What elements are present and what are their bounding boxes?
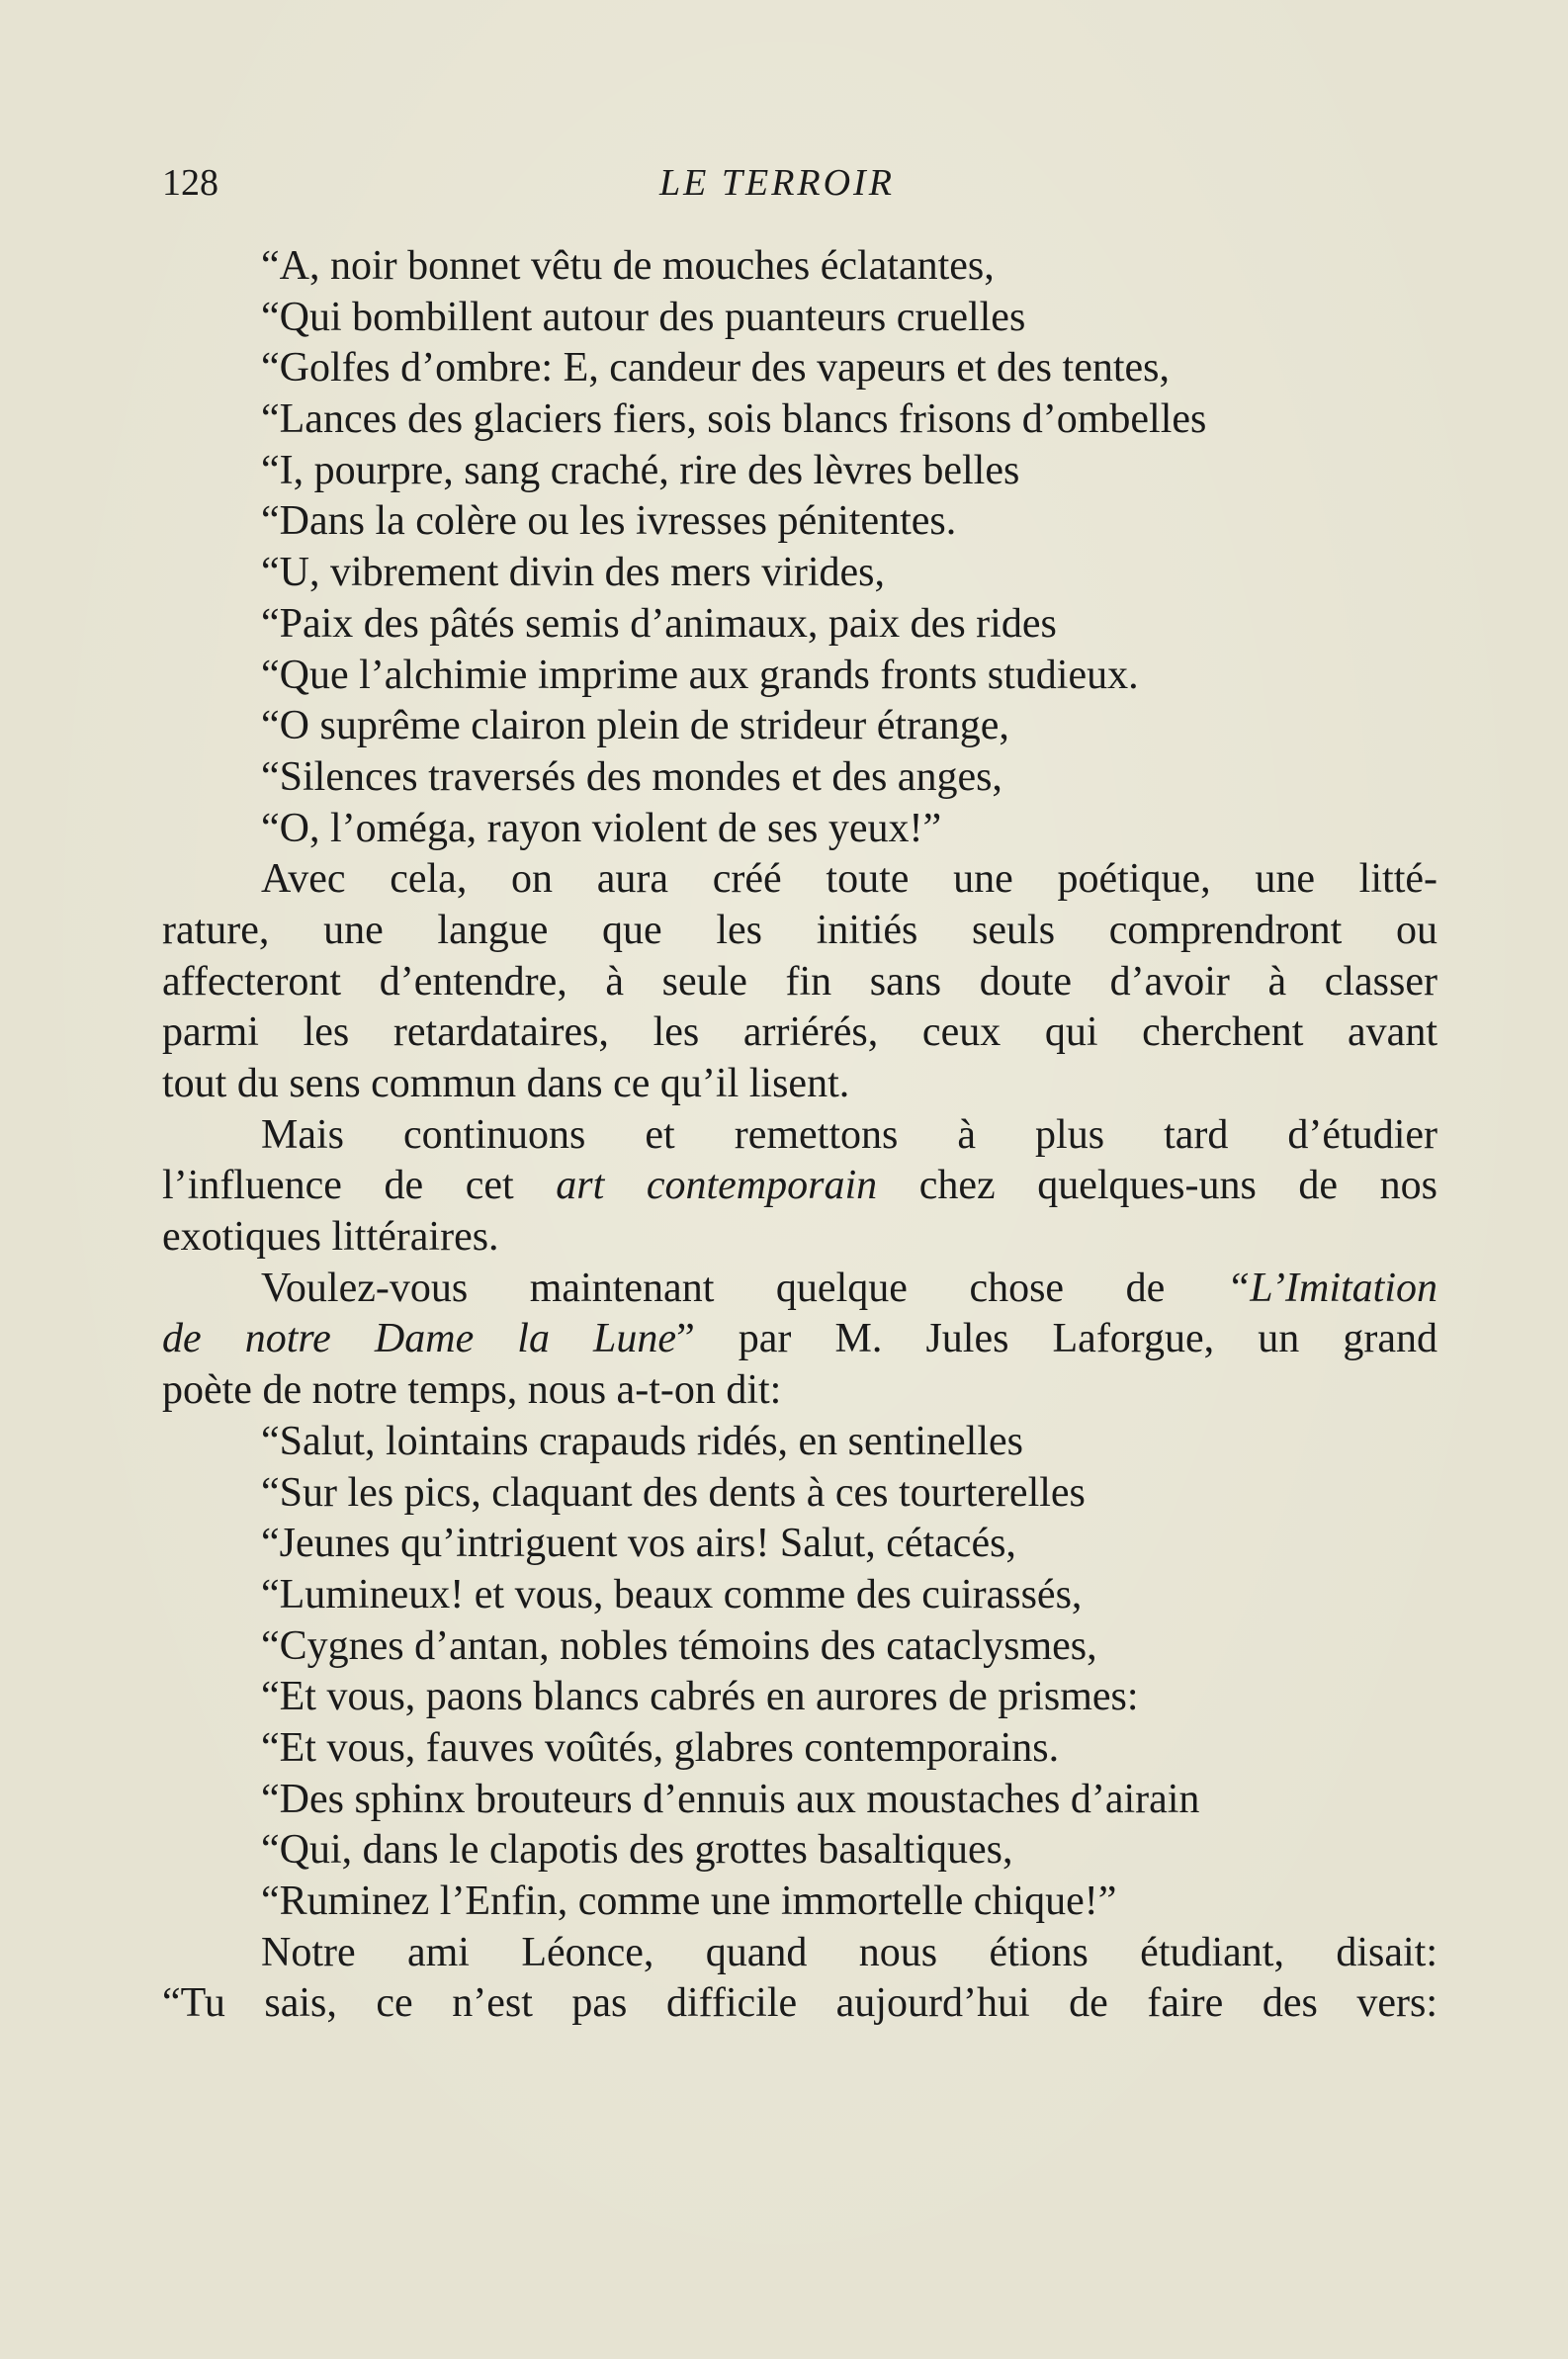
paragraph-line: affecteront d’entendre, à seule fin sans doute d’avoir à classer: [162, 958, 1437, 1005]
poem-line: “Des sphinx brouteurs d’ennuis aux moustaches d’airain: [261, 1776, 1200, 1822]
page-body: [162, 241, 1437, 2030]
paragraph-poetique: [162, 854, 1437, 1109]
poem-line: “Et vous, paons blancs cabrés en aurores de prismes:: [261, 1674, 1139, 1720]
poem-line: “Lances des glaciers fiers, sois blancs frisons d’ombelles: [261, 396, 1207, 443]
page-number: 128: [162, 162, 218, 204]
poem-line: “Que l’alchimie imprime aux grands fronts studieux.: [261, 652, 1139, 698]
paragraph-line: Notre ami Léonce, quand nous étions étudiant, disait:: [261, 1929, 1437, 1975]
poem-vowels: [162, 241, 1437, 854]
poem-line: “Qui bombillent autour des puanteurs cruelles: [261, 294, 1026, 340]
paragraph-laforgue: [162, 1264, 1437, 1417]
paragraph-line: [162, 1314, 1437, 1365]
poem-line: “Silences traversés des mondes et des anges,: [261, 753, 1002, 800]
paragraph-leonce: [162, 1928, 1437, 2030]
text-span: l’influence de cet: [162, 1163, 557, 1209]
poem-line: “Ruminez l’Enfin, comme une immortelle chique!”: [261, 1878, 1117, 1924]
text-span: ” par M. Jules Laforgue, un grand: [676, 1316, 1437, 1362]
text-span: Voulez-vous maintenant quelque chose de: [261, 1265, 1227, 1311]
paragraph-continuons: [162, 1110, 1437, 1264]
poem-line: “Sur les pics, claquant des dents à ces tourterelles: [261, 1469, 1086, 1516]
paragraph-line: [162, 1161, 1437, 1212]
paragraph-line: Avec cela, on aura créé toute une poétique, une litté-: [261, 856, 1437, 903]
paragraph-line: poète de notre temps, nous a-t-on dit:: [162, 1367, 782, 1414]
paragraph-line: tout du sens commun dans ce qu’il lisent.: [162, 1061, 850, 1106]
text-span: chez quelques-uns de nos: [877, 1163, 1437, 1209]
page-header: [162, 153, 1437, 213]
poem-line: “Lumineux! et vous, beaux comme des cuirassés,: [261, 1571, 1083, 1617]
italic-span: “L’Imitation: [1226, 1265, 1437, 1311]
poem-line: “I, pourpre, sang craché, rire des lèvres belles: [261, 447, 1020, 493]
poem-line: “U, vibrement divin des mers virides,: [261, 550, 886, 596]
paragraph-line: rature, une langue que les initiés seuls comprendront ou: [162, 907, 1437, 953]
poem-line: “Qui, dans le clapotis des grottes basaltiques,: [261, 1827, 1013, 1874]
poem-line: “Salut, lointains crapauds ridés, en sentinelles: [261, 1418, 1023, 1464]
poem-line: “Cygnes d’antan, nobles témoins des cataclysmes,: [261, 1622, 1097, 1669]
poem-line: “Dans la colère ou les ivresses pénitentes.: [261, 498, 957, 545]
poem-line: “A, noir bonnet vêtu de mouches éclatantes,: [261, 243, 995, 289]
italic-span: de notre Dame la Lune: [162, 1316, 677, 1362]
poem-line: “Paix des pâtés semis d’animaux, paix des rides: [261, 600, 1057, 647]
poem-line: “O suprême clairon plein de strideur étrange,: [261, 703, 1009, 749]
italic-span: art contemporain: [556, 1163, 878, 1209]
paragraph-line: “Tu sais, ce n’est pas difficile aujourd’hui de faire des vers:: [162, 1980, 1437, 2027]
poem-line: “Et vous, fauves voûtés, glabres contemporains.: [261, 1724, 1060, 1771]
poem-line: “Jeunes qu’intriguent vos airs! Salut, cétacés,: [261, 1521, 1016, 1567]
running-title: LE TERROIR: [659, 162, 895, 204]
poem-line: “O, l’oméga, rayon violent de ses yeux!”: [261, 805, 942, 851]
paragraph-line: [162, 1264, 1437, 1315]
paragraph-line: parmi les retardataires, les arriérés, ceux qui cherchent avant: [162, 1009, 1437, 1056]
poem-line: “Golfes d’ombre: E, candeur des vapeurs et des tentes,: [261, 345, 1170, 392]
paragraph-line: exotiques littéraires.: [162, 1214, 499, 1261]
paragraph-line: Mais continuons et remettons à plus tard d’étudier: [261, 1111, 1437, 1158]
poem-laforgue: [162, 1417, 1437, 1928]
